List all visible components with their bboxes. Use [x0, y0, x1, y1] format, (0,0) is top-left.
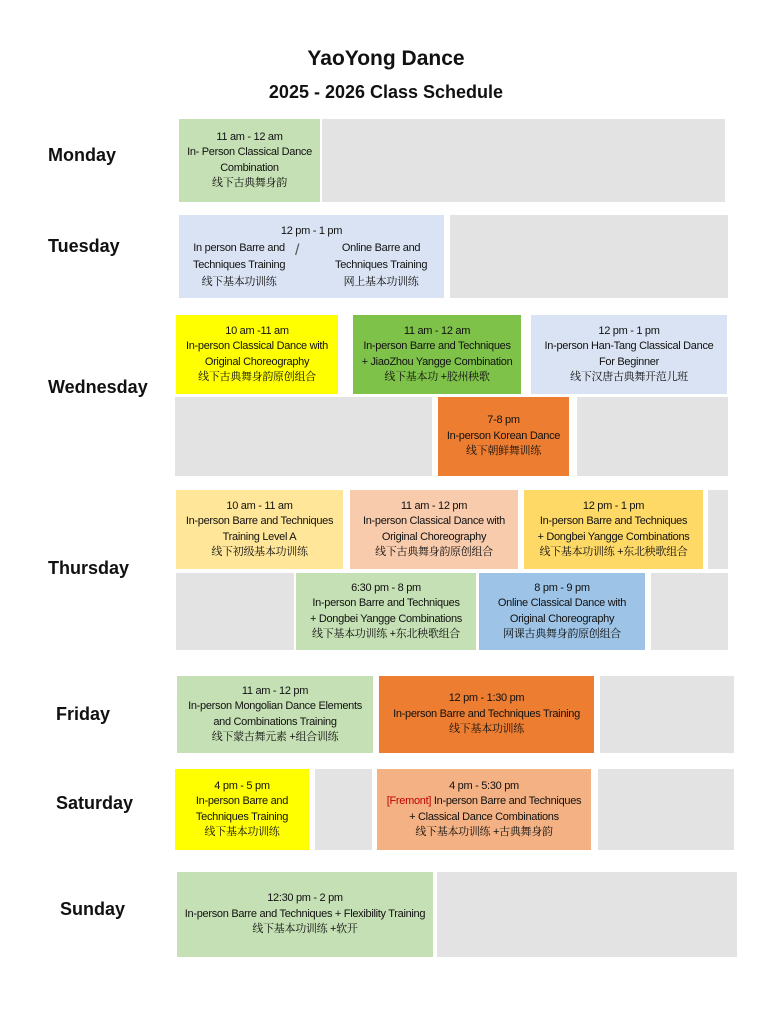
- option-divider: /: [295, 242, 300, 259]
- empty-slot: [651, 573, 728, 650]
- class-option-online: [335, 240, 427, 291]
- class-block-saturday-2: [377, 769, 591, 850]
- location-tag: [Fremont]: [386, 795, 432, 807]
- class-block-tuesday-1: [179, 215, 444, 298]
- day-label-sunday: Sunday: [60, 899, 126, 919]
- empty-slot: [315, 769, 372, 850]
- class-title: Techniques Training: [193, 259, 286, 271]
- class-block-friday-1: [177, 676, 373, 753]
- class-time: 11 am - 12 pm: [400, 499, 468, 512]
- day-label-friday: Friday: [56, 704, 111, 724]
- class-block-wednesday-1: [176, 315, 338, 394]
- class-time: 7-8 pm: [487, 414, 520, 427]
- class-title: [387, 794, 581, 810]
- class-time: 12 pm - 1 pm: [582, 499, 645, 512]
- class-time: 12 pm - 1 pm: [280, 225, 343, 237]
- class-block-saturday-1: [175, 769, 309, 850]
- class-title-chinese: 线下基本功 +胶州秧歌: [384, 371, 490, 383]
- class-time: 4 pm - 5 pm: [214, 779, 270, 792]
- class-title-chinese: 线下蒙古舞元素 +组合训练: [211, 731, 339, 743]
- day-label-saturday: Saturday: [56, 793, 134, 813]
- empty-slot: [600, 676, 734, 753]
- class-time: 11 am - 12 am: [403, 324, 471, 337]
- class-title-chinese: 线下朝鲜舞训练: [466, 445, 541, 458]
- empty-slot: [450, 215, 728, 298]
- empty-slot: [598, 769, 734, 850]
- class-title: In-person Barre and Techniques: [185, 515, 334, 527]
- class-block-wednesday-4: [438, 397, 569, 476]
- empty-slot: [437, 872, 737, 957]
- class-title: In-person Korean Dance: [446, 429, 561, 442]
- class-title: In-person Barre and Techniques Training: [393, 707, 580, 720]
- class-title: + Dongbei Yangge Combinations: [537, 530, 690, 543]
- class-block-friday-2: [379, 676, 594, 753]
- class-title: Online Barre and: [341, 242, 421, 254]
- class-title: + Classical Dance Combinations: [409, 810, 559, 823]
- class-title: Techniques Training: [335, 259, 428, 271]
- class-title: In-person Classical Dance with: [362, 515, 505, 527]
- class-time: 10 am -11 am: [225, 324, 289, 337]
- class-title: Original Choreography: [204, 355, 310, 368]
- class-title: In-person Barre and Techniques + Flexibility Training: [184, 907, 426, 920]
- class-title: In-person Barre and Techniques: [539, 515, 688, 527]
- class-block-thursday-4: [296, 573, 476, 650]
- class-title-chinese: 线下汉唐古典舞开范儿班: [570, 371, 688, 383]
- page-title: YaoYong Dance: [307, 47, 465, 70]
- empty-slot: [708, 490, 728, 569]
- class-block-thursday-2: [350, 490, 518, 569]
- class-title-chinese: 线下基本功训练 +东北秧歌组合: [539, 546, 688, 558]
- class-title: + JiaoZhou Yangge Combination: [361, 355, 513, 368]
- class-time: 11 am - 12 pm: [241, 684, 309, 697]
- class-time: 12 pm - 1:30 pm: [448, 692, 525, 705]
- class-time: 8 pm - 9 pm: [534, 581, 590, 594]
- class-title: In-person Mongolian Dance Elements: [188, 700, 362, 712]
- class-title: Original Choreography: [381, 530, 487, 543]
- class-block-thursday-1: [176, 490, 343, 569]
- class-title: In-person Barre and Techniques: [312, 597, 460, 609]
- empty-slot: [176, 573, 294, 650]
- class-title-chinese: 线下基本功训练: [204, 826, 280, 838]
- class-time: 12:30 pm - 2 pm: [267, 892, 343, 905]
- class-title: Original Choreography: [509, 612, 615, 625]
- class-title-chinese: 网课古典舞身韵原创组合: [503, 628, 621, 640]
- day-label-tuesday: Tuesday: [48, 236, 120, 256]
- class-time: 11 am - 12 am: [216, 130, 283, 143]
- class-title-chinese: 线下基本功训练 +古典舞身韵: [415, 826, 553, 838]
- class-block-monday-1: [179, 119, 320, 202]
- page-subtitle: 2025 - 2026 Class Schedule: [268, 82, 504, 102]
- class-title-chinese: 线下基本功训练 +东北秧歌组合: [312, 628, 460, 640]
- class-block-wednesday-2: [353, 315, 521, 394]
- day-label-wednesday: Wednesday: [48, 377, 148, 397]
- class-option-in-person: [193, 240, 285, 291]
- class-title: In-person Barre and Techniques: [363, 340, 511, 352]
- class-time: 10 am - 11 am: [226, 499, 293, 512]
- class-title: In-person Han-Tang Classical Dance: [544, 340, 714, 352]
- class-title: For Beginner: [599, 355, 659, 368]
- class-title-chinese: 线下古典舞身韵: [212, 177, 287, 189]
- class-title-chinese: 线下初级基本功训练: [211, 546, 308, 558]
- class-title: Techniques Training: [195, 810, 289, 823]
- class-block-thursday-3: [524, 490, 703, 569]
- empty-slot: [322, 119, 725, 202]
- class-block-sunday-1: [177, 872, 433, 957]
- class-title-chinese: 线下古典舞身韵原创组合: [198, 371, 316, 383]
- class-title: and Combinations Training: [213, 715, 337, 728]
- class-title: + Dongbei Yangge Combinations: [309, 612, 463, 625]
- class-title-chinese: 线下古典舞身韵原创组合: [375, 546, 493, 558]
- class-title-chinese: 网上基本功训练: [343, 276, 419, 288]
- class-title: In- Person Classical Dance: [187, 146, 312, 158]
- class-block-wednesday-3: [531, 315, 727, 394]
- empty-slot: [175, 397, 432, 476]
- class-time: 12 pm - 1 pm: [598, 324, 660, 337]
- class-title: In person Barre and: [193, 242, 285, 254]
- class-time: 4 pm - 5:30 pm: [449, 779, 519, 792]
- class-title: In-person Classical Dance with: [185, 340, 328, 352]
- class-title-chinese: 线下基本功训练: [201, 276, 277, 288]
- class-title: In-person Barre and: [195, 795, 289, 807]
- class-title-text: In-person Barre and Techniques: [431, 795, 582, 807]
- class-block-thursday-5: [479, 573, 645, 650]
- empty-slot: [577, 397, 728, 476]
- day-label-thursday: Thursday: [48, 558, 130, 578]
- class-time: 6:30 pm - 8 pm: [351, 581, 421, 594]
- class-title: Combination: [220, 161, 279, 174]
- class-title-chinese: 线下基本功训练 +软开: [252, 923, 358, 936]
- class-title: Online Classical Dance with: [497, 597, 627, 609]
- class-title: Training Level A: [222, 530, 297, 543]
- day-label-monday: Monday: [48, 145, 117, 165]
- class-title-chinese: 线下基本功训练: [449, 723, 524, 736]
